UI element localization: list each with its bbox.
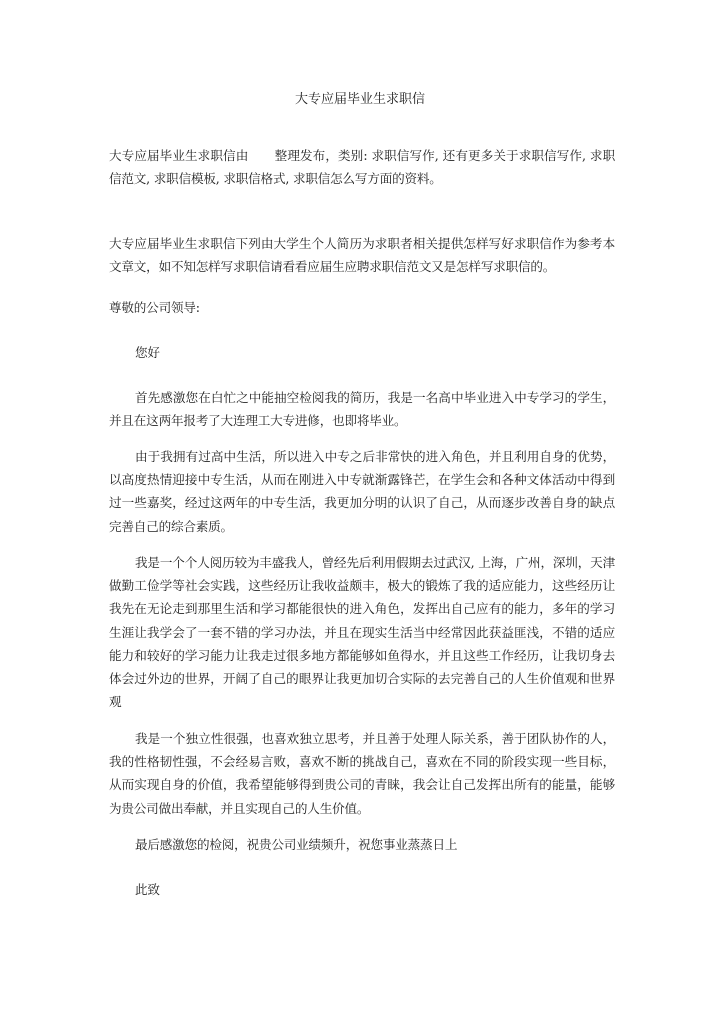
document-title: 大专应届毕业生求职信 [294, 92, 425, 107]
closing-line: 最后感激您的检阅，祝贵公司业绩频升，祝您事业蒸蒸日上 [135, 837, 458, 852]
sign-off: 此致 [135, 882, 160, 897]
intro-paragraph [109, 144, 615, 190]
body-paragraph: 首先感激您在白忙之中能抽空检阅我的简历，我是一名高中毕业进入中专学习的学生，并且在这两年报考了大连理工大专进修，也即将毕业。 [109, 390, 615, 429]
intro-part-1: 大专应届毕业生求职信由 [109, 148, 249, 163]
intro-part-2: 整理发布，类别: 求职信写作, 还有更多关于求职信写作, 求职信范文, 求职信模板, 求职信格式, 求职信怎么写方面的资料。 [109, 148, 615, 187]
salutation: 尊敬的公司领导: [109, 300, 200, 315]
summary-paragraph: 大专应届毕业生求职信下列由大学生个人简历为求职者相关提供怎样写好求职信作为参考本文章文，如不知怎样写求职信请看看应届生应聘求职信范文又是怎样写求职信的。 [109, 236, 615, 275]
body-paragraph: 我是一个个人阅历较为丰盛我人，曾经先后利用假期去过武汉, 上海，广州，深圳，天津做勤工俭学等社会实践，这些经历让我收益颇丰，极大的锻炼了我的适应能力，这些经历让我先在无论走到那里生活和学习都能很快的进入角色，发挥出自己应有的能力，多年的学习生涯让我学会了一套不错的学习办法，并且在现实生活当中经常因此获益匪浅，不错的适应能力和较好的学习能力让我走过很多地方都能够如鱼得水，并且这些工作经历，让我切身去体会过外边的世界，开阔了自己的眼界让我更加切合实际的去完善自己的人生价值观和世界观 [109, 555, 615, 710]
greeting: 您好 [135, 345, 160, 360]
body-paragraph: 我是一个独立性很强，也喜欢独立思考，并且善于处理人际关系，善于团队协作的人，我的性格韧性强，不会经易言败，喜欢不断的挑战自己，喜欢在不同的阶段实现一些目标，从而实现自身的价值，我希望能够得到贵公司的青睐，我会让自己发挥出所有的能量，能够为贵公司做出奉献，并且实现自己的人生价值。 [109, 731, 615, 816]
body-paragraph: 由于我拥有过高中生活，所以进入中专之后非常快的进入角色，并且利用自身的优势，以高度热情迎接中专生活，从而在刚进入中专就渐露锋芒，在学生会和各种文体活动中得到过一些嘉奖，经过这两年的中专生活，我更加分明的认识了自己，从而逐步改善自身的缺点完善自己的综合素质。 [109, 449, 615, 534]
